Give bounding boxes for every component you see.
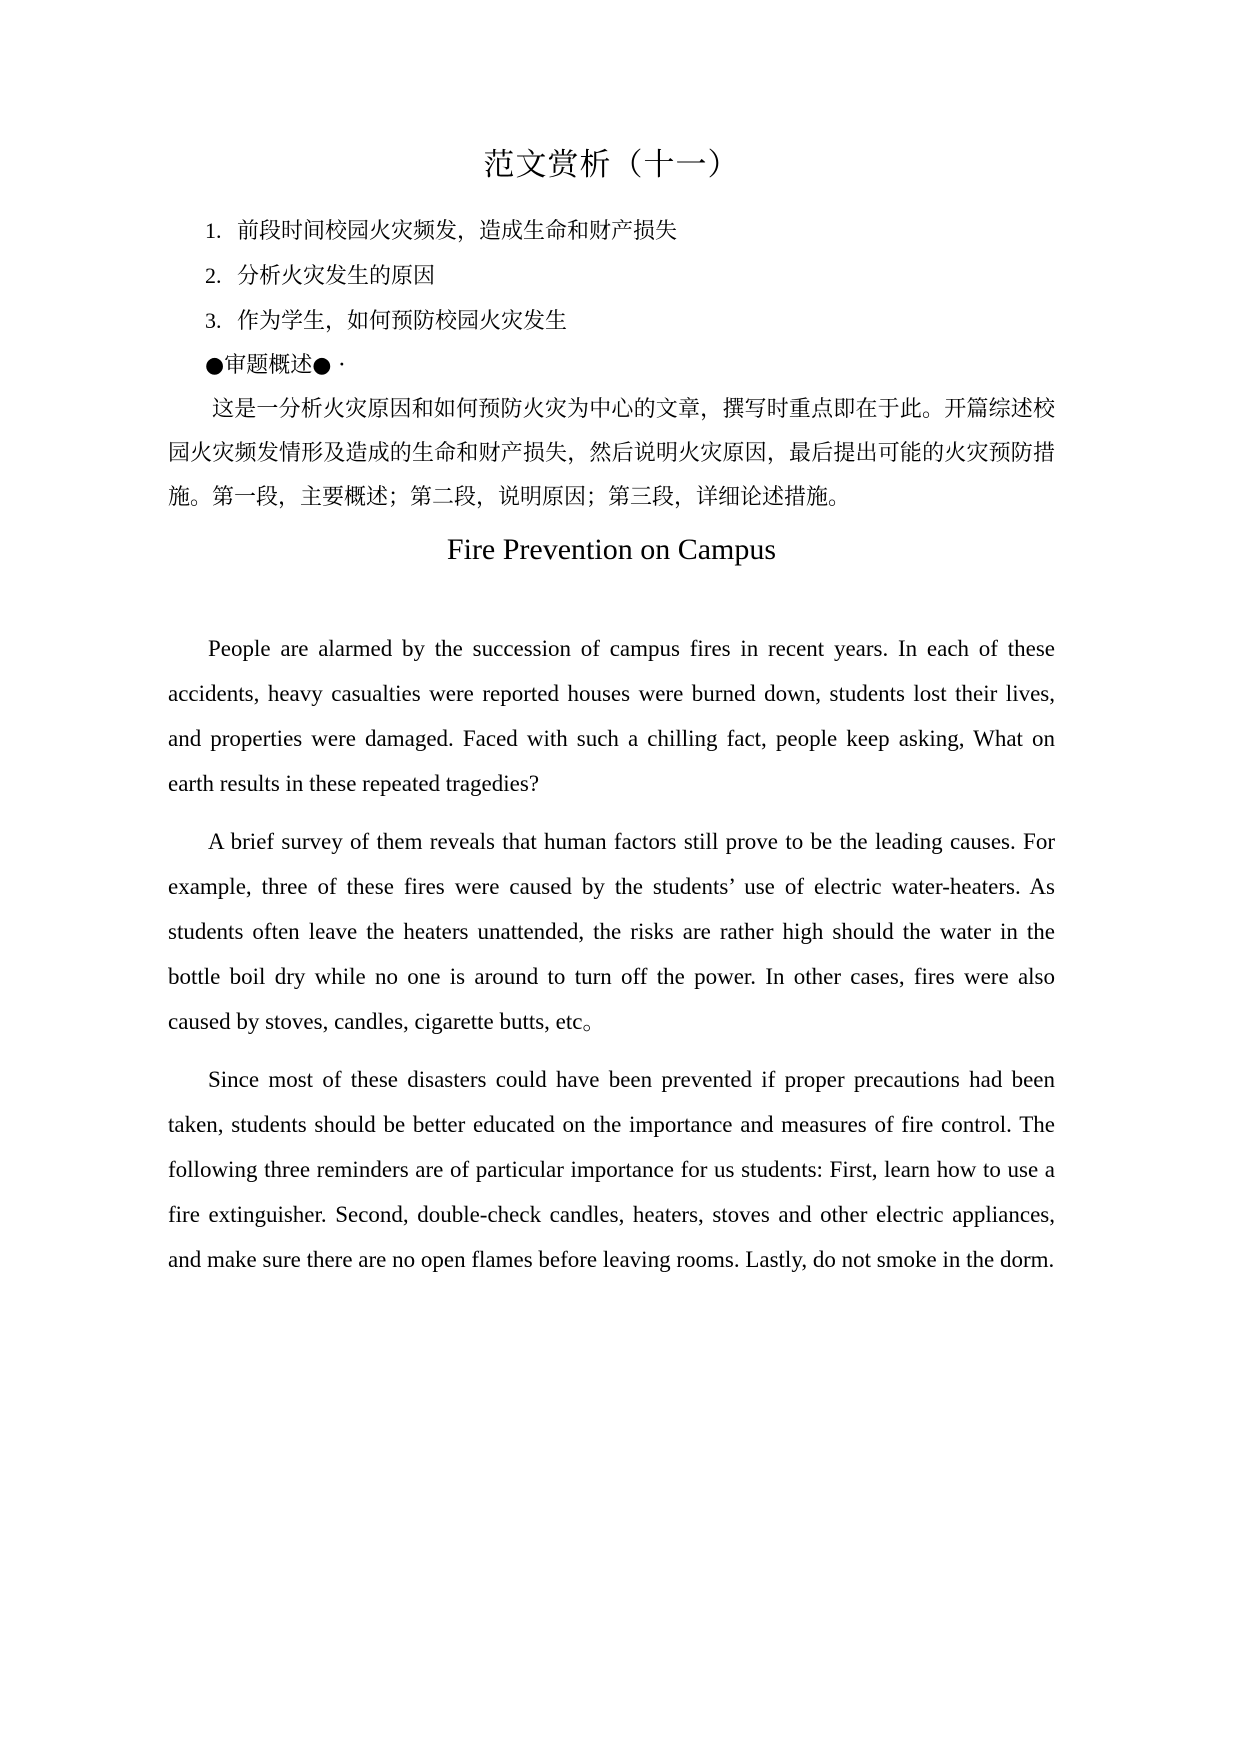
outline-item-2 [168, 254, 1055, 299]
prompt-outline-list [168, 209, 1055, 344]
outline-item-3-text: 作为学生，如何预防校园火灾发生 [237, 309, 568, 334]
outline-item-1-text: 前段时间校园火灾频发，造成生命和财产损失 [237, 219, 678, 244]
essay-paragraph-2: A brief survey of them reveals that human factors still prove to be the leading causes. For example, three of these fires were caused by the students’ use of electric water-heaters. As students often leave the heaters unattended, the risks are rather high should the water in the bottle boil dry while no one is around to turn off the power. In other cases, fires were also caused by stoves, candles, cigarette butts, etc。 [168, 829, 1055, 1034]
essay-paragraph-3: Since most of these disasters could have been prevented if proper precautions had been taken, students should be better educated on the importance and measures of fire control. The following three reminders are of particular importance for us students: First, learn how to use a fire extinguisher. Second, double-check candles, heaters, stoves and other electric appliances, and make sure there are no open flames before leaving rooms. Lastly, do not smoke in the dorm. [168, 1067, 1055, 1272]
document-title: 范文赏析（十一） [483, 147, 740, 183]
essay-title: Fire Prevention on Campus [446, 533, 777, 566]
outline-item-3-number: 3. [205, 308, 222, 333]
outline-item-1 [168, 209, 1055, 254]
outline-item-1-number: 1. [205, 218, 222, 243]
outline-item-2-number: 2. [205, 263, 222, 288]
essay-paragraph-1: People are alarmed by the succession of campus fires in recent years. In each of these accidents, heavy casualties were reported houses were burned down, students lost their lives, and properties were damaged. Faced with such a chilling fact, people keep asking, What on earth results in these repeated tragedies? [168, 636, 1055, 796]
outline-item-3 [168, 299, 1055, 344]
analysis-paragraph: 这是一分析火灾原因和如何预防火灾为中心的文章，撰写时重点即在于此。开篇综述校园火灾频发情形及造成的生命和财产损失，然后说明火灾原因，最后提出可能的火灾预防措施。第一段，主要概述；第二段，说明原因；第三段，详细论述措施。 [168, 397, 1055, 510]
outline-item-2-text: 分析火灾发生的原因 [237, 264, 436, 289]
topic-review-marker: ●审题概述● · [205, 353, 346, 378]
